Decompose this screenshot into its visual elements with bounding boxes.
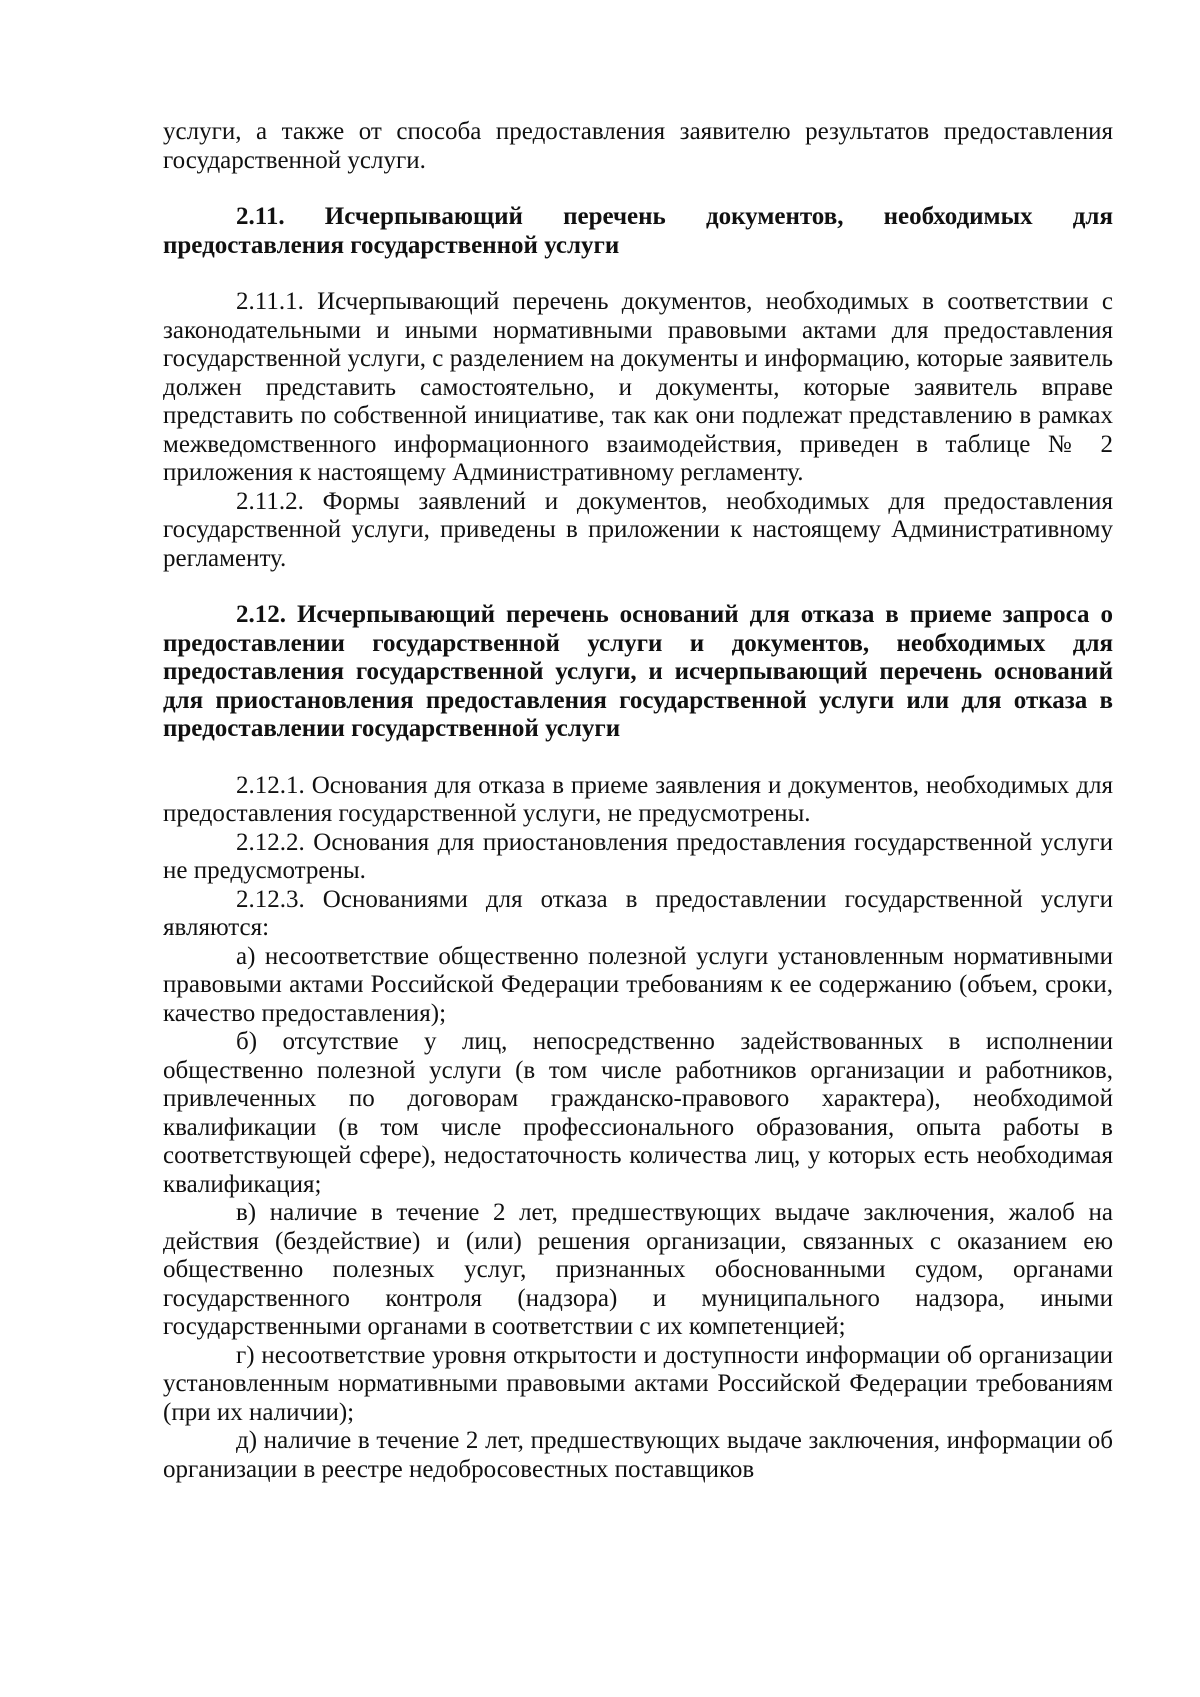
paragraph-2-11-2: 2.11.2. Формы заявлений и документов, необходимых для предоставления государственной услуги, приведены в приложении к настоящему Административному регламенту. bbox=[163, 487, 1113, 572]
section-2-11-heading: 2.11. Исчерпывающий перечень документов, необходимых для предоставления государственной услуги bbox=[163, 203, 1113, 259]
intro-continuation-paragraph: услуги, а также от способа предоставления заявителю результатов предоставления государственной услуги. bbox=[163, 118, 1113, 174]
list-item-d: д) наличие в течение 2 лет, предшествующих выдаче заключения, информации об организации в реестре недобросовестных поставщиков bbox=[163, 1427, 1113, 1483]
list-item-v: в) наличие в течение 2 лет, предшествующих выдаче заключения, жалоб на действия (бездействие) и (или) решения организации, связанных с оказанием ею общественно полезных услуг, признанных обоснованными судом, органами государственного контроля (надзора) и муниципального надзора, иными государственными органами в соответствии с их компетенцией; bbox=[163, 1199, 1113, 1340]
list-item-g: г) несоответствие уровня открытости и доступности информации об организации установленным нормативными правовыми актами Российской Федерации требованиям (при их наличии); bbox=[163, 1341, 1113, 1426]
paragraph-2-12-1: 2.12.1. Основания для отказа в приеме заявления и документов, необходимых для предоставления государственной услуги, не предусмотрены. bbox=[163, 771, 1113, 827]
section-2-12-heading: 2.12. Исчерпывающий перечень оснований для отказа в приеме запроса о предоставлении государственной услуги и документов, необходимых для предоставления государственной услуги, и исчерпывающий перечень оснований для приостановления предоставления государственной услуги или для отказа в предоставлении государственной услуги bbox=[163, 601, 1113, 742]
paragraph-2-12-3: 2.12.3. Основаниями для отказа в предоставлении государственной услуги являются: bbox=[163, 885, 1113, 941]
paragraph-2-11-1: 2.11.1. Исчерпывающий перечень документов, необходимых в соответствии с законодательными и иными нормативными правовыми актами для предоставления государственной услуги, с разделением на документы и информацию, которые заявитель должен представить самостоятельно, и документы, которые заявитель вправе представить по собственной инициативе, так как они подлежат представлению в рамках межведомственного информационного взаимодействия, приведен в таблице № 2 приложения к настоящему Административному регламенту. bbox=[163, 288, 1113, 486]
document-body bbox=[163, 118, 1113, 1484]
list-item-a: а) несоответствие общественно полезной услуги установленным нормативными правовыми актами Российской Федерации требованиям к ее содержанию (объем, сроки, качество предоставления); bbox=[163, 942, 1113, 1027]
paragraph-2-12-2: 2.12.2. Основания для приостановления предоставления государственной услуги не предусмотрены. bbox=[163, 828, 1113, 884]
list-item-b: б) отсутствие у лиц, непосредственно задействованных в исполнении общественно полезной услуги (в том числе работников организации и работников, привлеченных по договорам гражданско-правового характера), необходимой квалификации (в том числе профессионального образования, опыта работы в соответствующей сфере), недостаточность количества лиц, у которых есть необходимая квалификация; bbox=[163, 1028, 1113, 1198]
